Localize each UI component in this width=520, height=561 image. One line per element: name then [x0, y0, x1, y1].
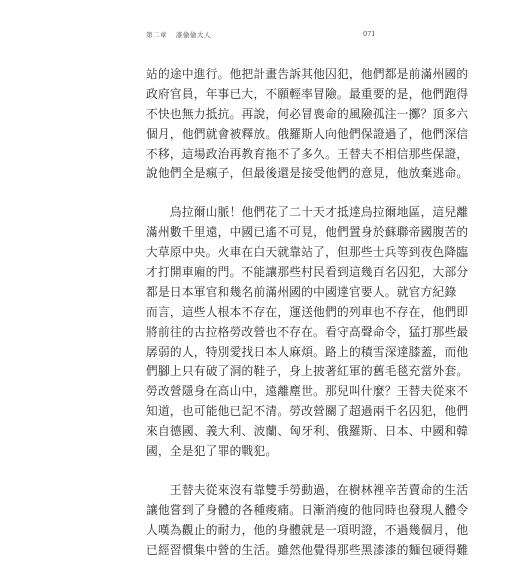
body-text: [146, 65, 469, 560]
text-line: 們腳上只有破了洞的鞋子，身上披著紅軍的舊毛毯充當外套。: [146, 364, 469, 379]
text-line: 讓他嘗到了身體的各種痠痛。日漸消瘦的他同時也發現人體令: [146, 502, 469, 517]
text-line: 來自德國、義大利、波蘭、匈牙利、俄羅斯、日本、中國和韓: [146, 424, 469, 439]
text-line: 烏拉爾山脈！他們花了二十天才抵達烏拉爾地區，這兒離: [146, 205, 469, 220]
paragraph-gap: [146, 462, 392, 481]
text-line: 將前往的古拉格勞改營也不存在。看守高聲命令，猛打那些最: [146, 324, 469, 339]
chapter-label: 第二章: [146, 31, 167, 39]
text-line: 大草原中央。火車在白天就靠站了，但那些士兵等到夜色降臨: [146, 245, 469, 260]
text-line: 滿州數千里遠，中國已遙不可見，他們置身於蘇聯帝國腹苦的: [146, 225, 469, 240]
text-line: 已經習慣集中營的生活。雖然他覺得那些黑漆漆的麵包硬得難: [146, 542, 469, 557]
paragraph: [146, 203, 469, 462]
text-line: 站的途中進行。他把計畫告訴其他囚犯，他們都是前滿州國的: [146, 67, 469, 81]
page-number: 071: [363, 30, 376, 38]
text-line: 不快也無力抵抗。再說，何必冒喪命的風險孤注一擲？頂多六: [146, 106, 469, 121]
paragraph: [146, 481, 469, 561]
text-line: 知道，也可能他已記不清。勞改營關了超過兩千名囚犯，他們: [146, 404, 469, 419]
chapter-title: 誰偷偷大人: [176, 31, 211, 39]
text-line: 孱弱的人，特別愛找日本人麻煩。路上的積雪深達膝蓋，而他: [146, 344, 469, 359]
text-line: 人嘆為觀止的耐力，他的身體就是一項明證，不過幾個月，他: [146, 522, 469, 537]
paragraph-gap: [146, 184, 392, 203]
text-line: 說他們全是瘋子，但最後還是接受他們的意見，他放棄逃命。: [146, 166, 469, 181]
text-line: 個月，他們就會被釋放。俄羅斯人向他們保證過了，他們深信: [146, 126, 469, 141]
text-line: 才打開車廂的門。不能讓那些村民看到這幾百名囚犯，大部分: [146, 265, 469, 280]
text-line: 王替夫從來沒有靠雙手勞動過，在樹林裡辛苦賣命的生活: [146, 482, 469, 497]
running-header: [0, 30, 520, 44]
text-line: 國，全是犯了罪的戰犯。: [146, 444, 278, 459]
text-line: 而言，這些人根本不存在，運送他們的列車也不存在，他們即: [146, 304, 469, 319]
text-line: 政府官員，年事已大，不願輕率冒險。最重要的是，他們跑得: [146, 86, 469, 101]
text-line: 不移，這場政治再教育拖不了多久。王替夫不相信那些保證，: [146, 146, 469, 161]
text-line: 都是日本軍官和幾名前滿州國的中國達官要人。就官方紀錄: [146, 284, 457, 299]
paragraph: [146, 65, 469, 184]
text-line: 勞改營隱身在高山中，遠離塵世。那兒叫什麼？王替夫從來不: [146, 384, 469, 399]
